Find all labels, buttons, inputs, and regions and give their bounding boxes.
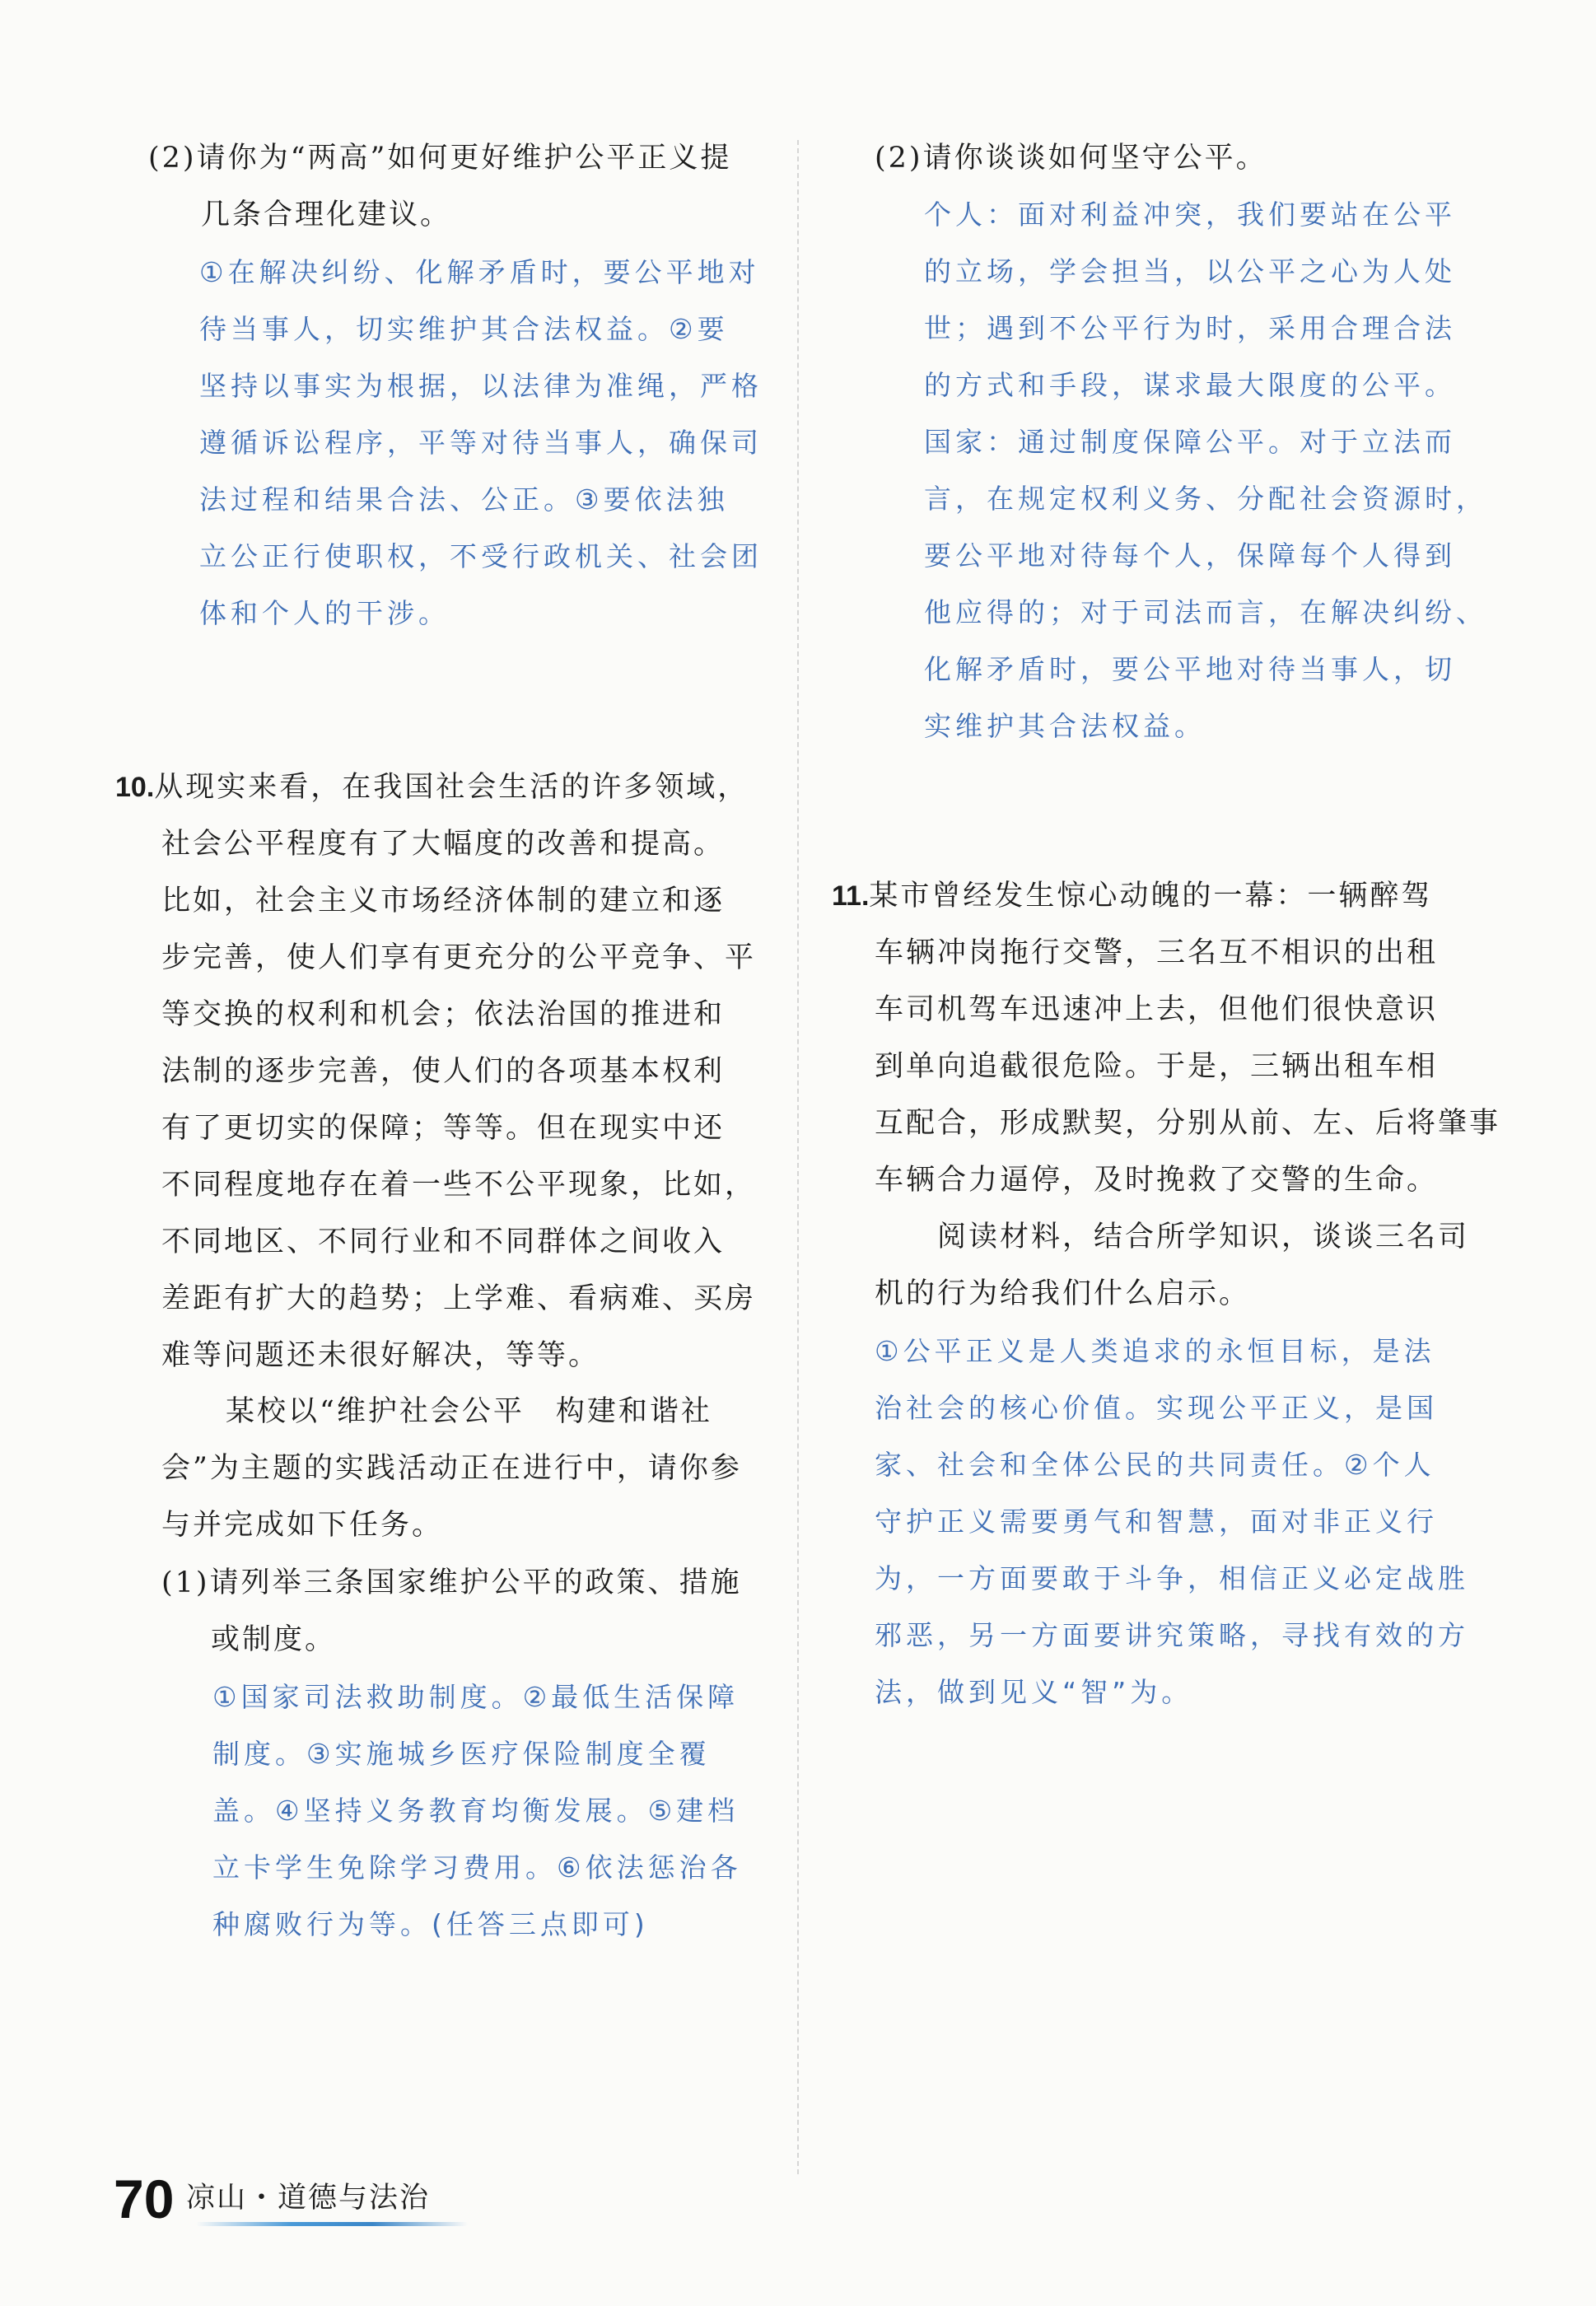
material-line: 车司机驾车迅速冲上去，但他们很快意识 bbox=[875, 993, 1439, 1026]
prompt-line: 几条合理化建议。 bbox=[201, 198, 452, 231]
answer-line: 立公正行使职权，不受行政机关、社会团 bbox=[199, 540, 763, 572]
task-line: 阅读材料，结合所学知识，谈谈三名司 bbox=[937, 1221, 1470, 1253]
answer-line: 实维护其合法权益。 bbox=[924, 710, 1206, 742]
q10-part1-answer bbox=[212, 1669, 742, 1953]
answer-line: 体和个人的干涉。 bbox=[199, 597, 450, 629]
material-line: 车辆合力逼停，及时挽救了交警的生命。 bbox=[875, 1164, 1439, 1197]
answer-line: 法过程和结果合法、公正。③要依法独 bbox=[199, 483, 729, 516]
task-line: 会”为主题的实践活动正在进行中，请你参 bbox=[161, 1452, 742, 1485]
material-line: 不同地区、不同行业和不同群体之间收入 bbox=[161, 1225, 726, 1258]
q10-part2-answer bbox=[924, 186, 1487, 754]
material-line: 社会公平程度有了大幅度的改善和提高。 bbox=[161, 828, 726, 861]
material-line: 有了更切实的保障；等等。但在现实中还 bbox=[161, 1112, 726, 1145]
answer-line: 化解矛盾时，要公平地对待当事人，切 bbox=[924, 653, 1456, 685]
answer-line: 国家：通过制度保障公平。对于立法而 bbox=[924, 426, 1456, 458]
answer-line: 立卡学生免除学习费用。⑥依法惩治各 bbox=[212, 1851, 742, 1884]
material-line: 车辆冲岗拖行交警，三名互不相识的出租 bbox=[875, 936, 1439, 969]
answer-line: 他应得的；对于司法而言，在解决纠纷、 bbox=[924, 596, 1487, 628]
answer-line: ①国家司法救助制度。②最低生活保障 bbox=[212, 1681, 740, 1713]
answer-line: 要公平地对待每个人，保障每个人得到 bbox=[924, 539, 1456, 572]
q10-task bbox=[161, 1384, 742, 1554]
prompt-line: 或制度。 bbox=[211, 1623, 337, 1656]
answer-line: 世；遇到不公平行为时，采用合理合法 bbox=[924, 312, 1456, 344]
column-divider bbox=[797, 140, 799, 2174]
material-line: 难等问题还未很好解决，等等。 bbox=[161, 1339, 600, 1372]
answer-line: 坚持以事实为根据，以法律为准绳，严格 bbox=[199, 370, 763, 402]
material-line: 差距有扩大的趋势；上学难、看病难、买房 bbox=[161, 1282, 757, 1315]
answer-line: 的立场，学会担当，以公平之心为人处 bbox=[924, 255, 1456, 287]
answer-line: 盖。④坚持义务教育均衡发展。⑤建档 bbox=[212, 1795, 740, 1827]
q10-material bbox=[115, 759, 756, 1384]
q9-part2-answer bbox=[199, 244, 763, 642]
answer-line: ①在解决纠纷、化解矛盾时，要公平地对 bbox=[199, 256, 760, 288]
answer-line: 的方式和手段，谋求最大限度的公平。 bbox=[924, 369, 1456, 401]
answer-line: ①公平正义是人类追求的永恒目标，是法 bbox=[875, 1335, 1435, 1367]
answer-line: 种腐败行为等。(任答三点即可) bbox=[212, 1908, 649, 1940]
material-line: 11.某市曾经发生惊心动魄的一幕：一辆醉驾 bbox=[832, 880, 1433, 913]
answer-line: 待当事人，切实维护其合法权益。②要 bbox=[199, 313, 729, 345]
answer-line: 个人：面对利益冲突，我们要站在公平 bbox=[924, 198, 1456, 231]
answer-line: 邪恶，另一方面要讲究策略，寻找有效的方 bbox=[875, 1619, 1469, 1651]
answer-line: 法，做到见义“智”为。 bbox=[875, 1676, 1193, 1708]
question-number-11: 11. bbox=[832, 880, 870, 912]
task-line: 机的行为给我们什么启示。 bbox=[875, 1277, 1251, 1310]
answer-line: 制度。③实施城乡医疗保险制度全覆 bbox=[212, 1738, 711, 1770]
q9-part2-prompt bbox=[148, 130, 731, 244]
question-number-10: 10. bbox=[115, 772, 155, 803]
task-line: 某校以“维护社会公平 构建和谐社 bbox=[226, 1395, 712, 1428]
prompt-line: (2)请你谈谈如何坚守公平。 bbox=[875, 142, 1267, 175]
task-line: 与并完成如下任务。 bbox=[161, 1509, 444, 1542]
material-line: 互配合，形成默契，分别从前、左、后将肇事 bbox=[875, 1107, 1501, 1140]
footer-accent-line bbox=[196, 2222, 468, 2226]
q10-part2-prompt bbox=[875, 130, 1267, 187]
answer-line: 为，一方面要敢于斗争，相信正义必定战胜 bbox=[875, 1562, 1469, 1594]
material-line: 10.从现实来看，在我国社会生活的许多领域， bbox=[115, 771, 749, 804]
page-number: 70 bbox=[114, 2168, 175, 2229]
material-line: 比如，社会主义市场经济体制的建立和逐 bbox=[161, 885, 726, 917]
answer-line: 家、社会和全体公民的共同责任。②个人 bbox=[875, 1449, 1435, 1481]
material-line: 法制的逐步完善，使人们的各项基本权利 bbox=[161, 1055, 726, 1088]
q11-material bbox=[832, 868, 1500, 1209]
material-line: 不同程度地存在着一些不公平现象，比如， bbox=[161, 1169, 757, 1202]
prompt-line: (1)请列举三条国家维护公平的政策、措施 bbox=[161, 1566, 742, 1599]
q10-part1-prompt bbox=[161, 1555, 742, 1669]
material-line: 等交换的权利和机会；依法治国的推进和 bbox=[161, 998, 726, 1031]
q11-task bbox=[875, 1209, 1469, 1323]
material-line: 步完善，使人们享有更充分的公平竞争、平 bbox=[161, 941, 757, 974]
answer-line: 言，在规定权利义务、分配社会资源时， bbox=[924, 483, 1487, 515]
answer-line: 治社会的核心价值。实现公平正义，是国 bbox=[875, 1392, 1438, 1424]
answer-line: 守护正义需要勇气和智慧，面对非正义行 bbox=[875, 1505, 1438, 1538]
answer-line: 遵循诉讼程序，平等对待当事人，确保司 bbox=[199, 427, 763, 459]
material-line: 到单向追截很危险。于是，三辆出租车相 bbox=[875, 1050, 1439, 1083]
book-title: 凉山・道德与法治 bbox=[186, 2182, 431, 2215]
q11-answer bbox=[875, 1323, 1469, 1720]
prompt-line: (2)请你为“两高”如何更好维护公平正义提 bbox=[148, 142, 732, 175]
